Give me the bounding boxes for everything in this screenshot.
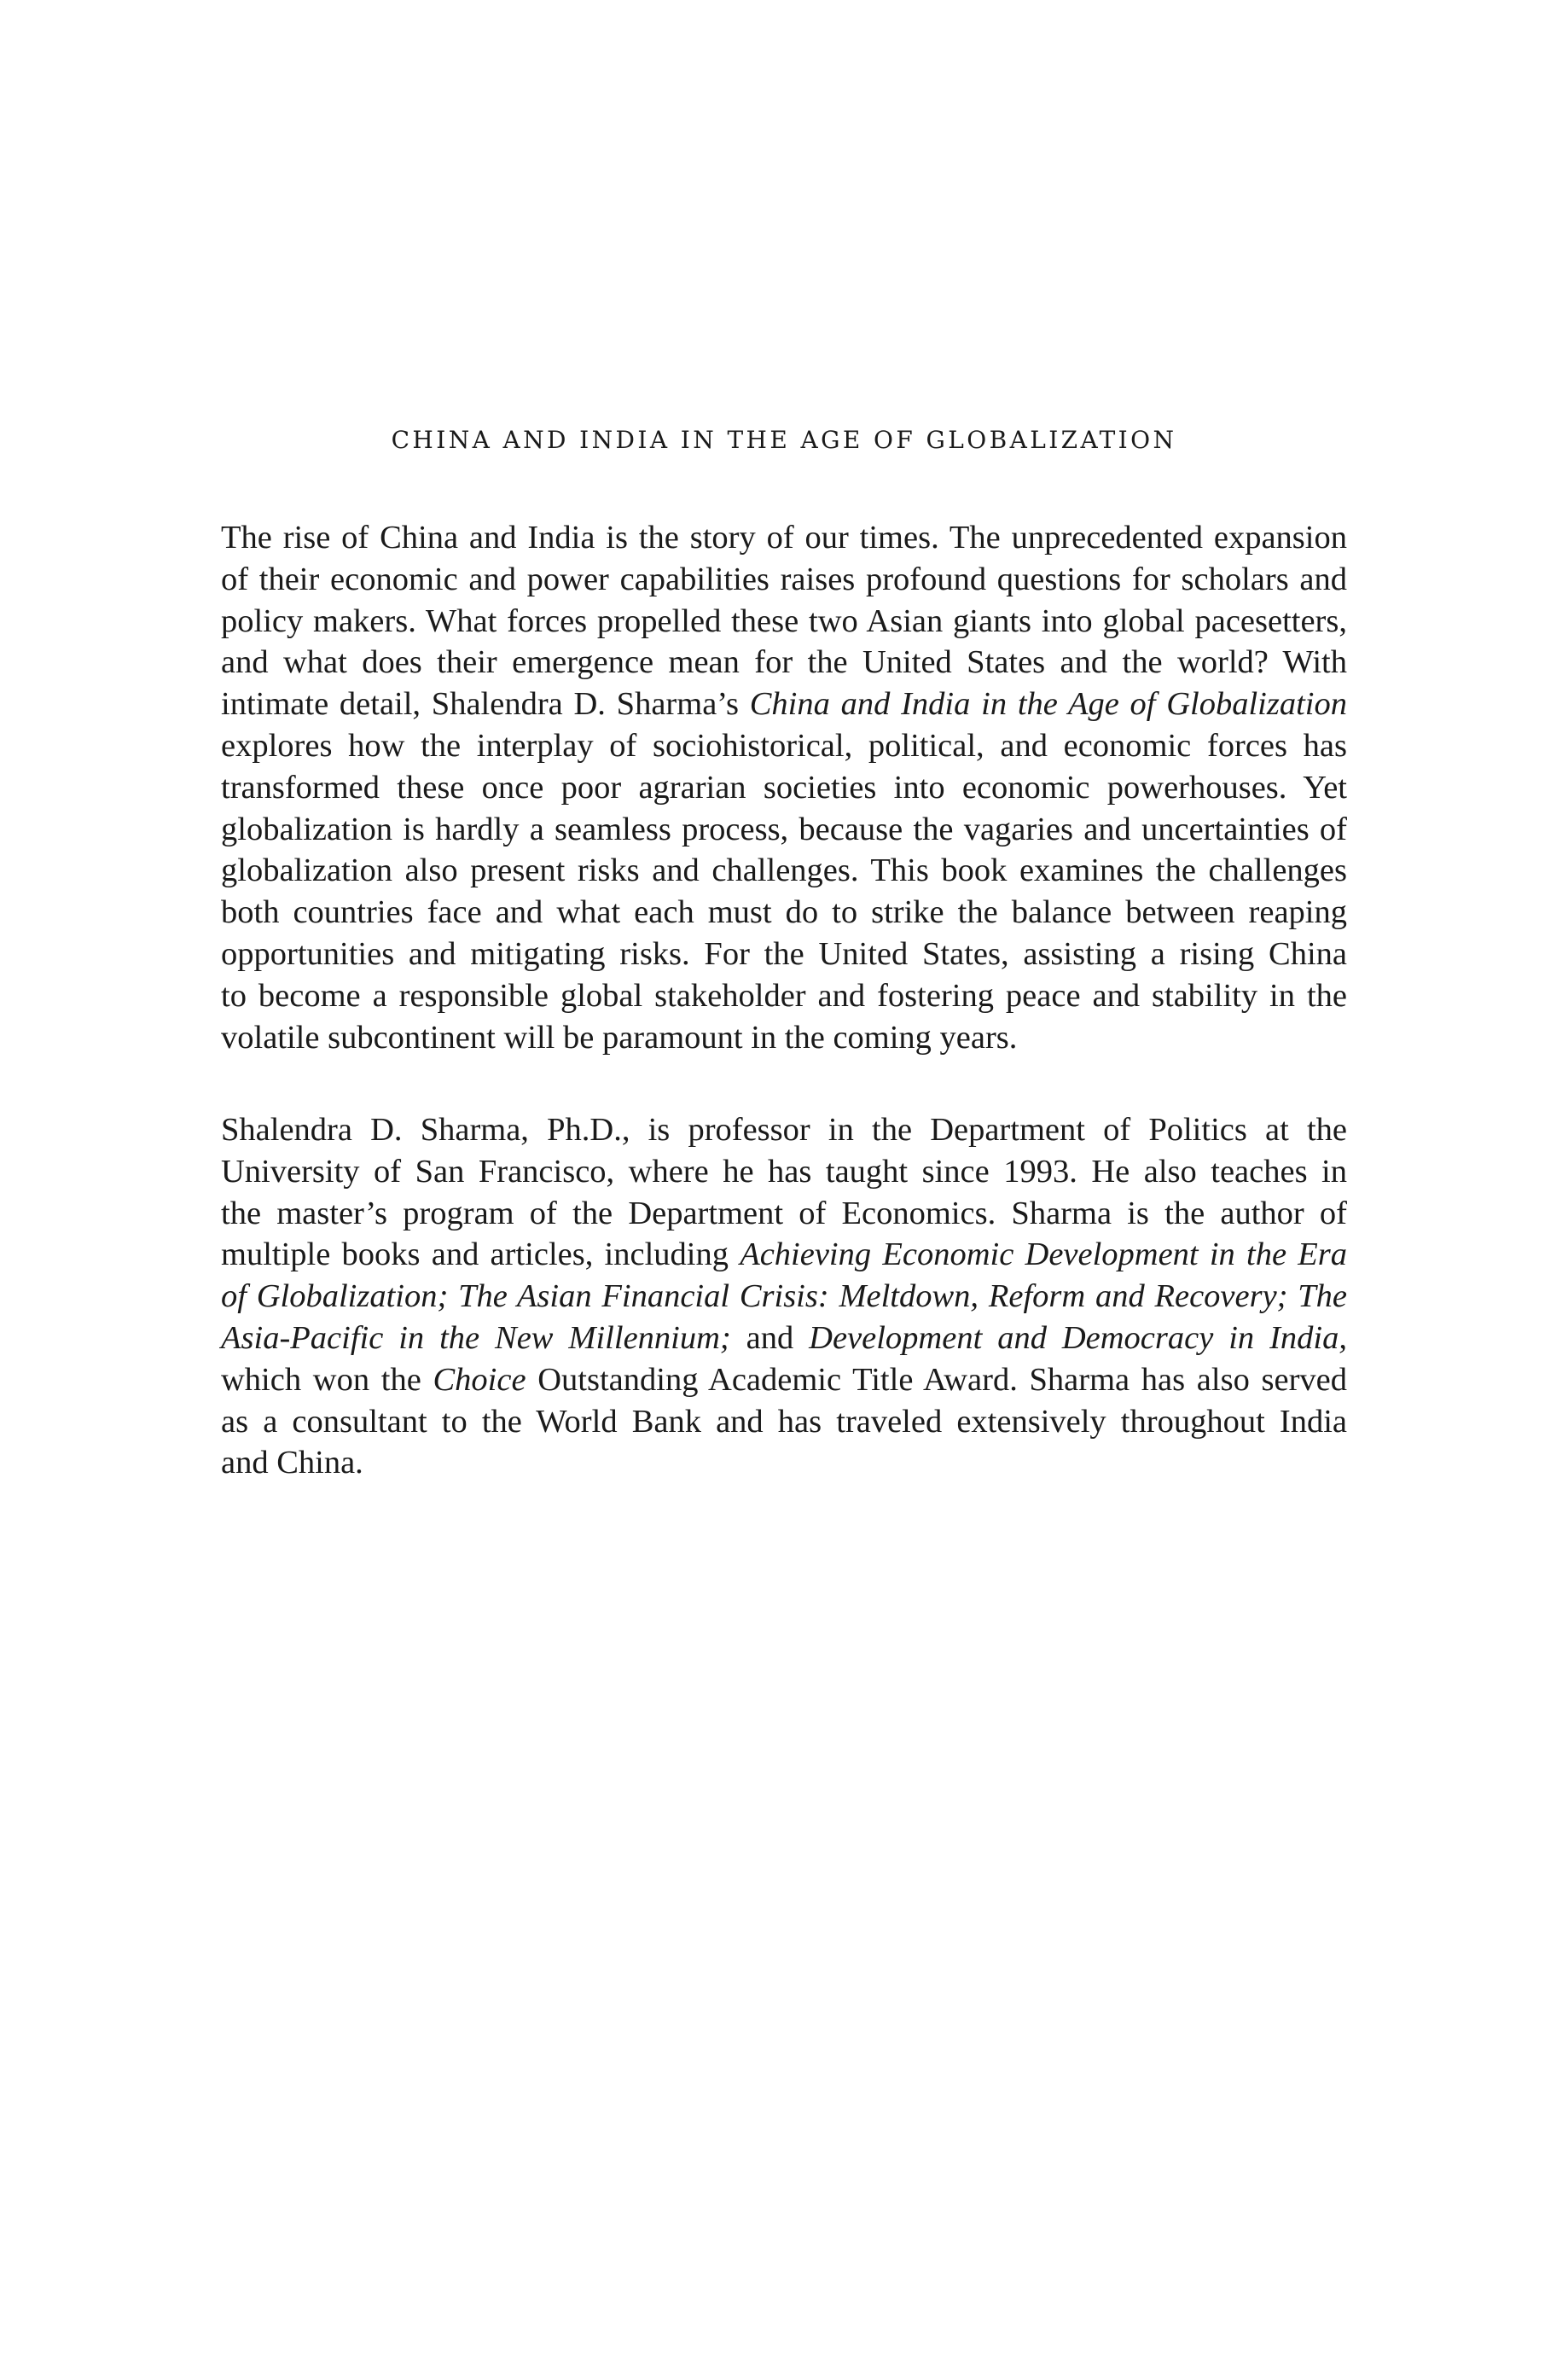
text-line: both countries face and what each must do to strike the balance between reaping (221, 894, 1347, 931)
text-run: multiple books and articles, including (221, 1236, 740, 1273)
text-line: University of San Francisco, where he has taught since 1993. He also teaches in (221, 1153, 1347, 1190)
book-description-paragraph (221, 517, 1347, 1058)
book-title-italic: Development and Democracy in India, (809, 1319, 1347, 1356)
text-line: and China. (221, 1445, 363, 1481)
text-run: which won the (221, 1361, 433, 1398)
text-line: explores how the interplay of sociohistorical, political, and economic forces has (221, 727, 1347, 764)
text-line: globalization also present risks and challenges. This book examines the challenges (221, 852, 1347, 889)
text-line: of their economic and power capabilities raises profound questions for scholars and (221, 561, 1347, 597)
text-line: the master’s program of the Department of Economics. Sharma is the author of (221, 1195, 1347, 1231)
book-title-italic: China and India in the Age of Globalization (749, 686, 1348, 723)
page-heading: CHINA AND INDIA IN THE AGE OF GLOBALIZATION (391, 426, 1177, 454)
text-run: and (730, 1319, 810, 1356)
text-line: to become a responsible global stakeholder and fostering peace and stability in the (221, 977, 1347, 1014)
text-line: policy makers. What forces propelled these two Asian giants into global pacesetters, (221, 602, 1347, 639)
text-line: globalization is hardly a seamless process, because the vagaries and uncertainties of (221, 811, 1347, 847)
text-line: and what does their emergence mean for the United States and the world? With (221, 644, 1347, 681)
book-title-italic: Achieving Economic Development in the Era (740, 1236, 1347, 1273)
text-line (221, 1276, 1347, 1318)
text-line (221, 1318, 1347, 1359)
text-line: Shalendra D. Sharma, Ph.D., is professor in the Department of Politics at the (221, 1112, 1347, 1148)
text-line (221, 684, 1347, 725)
text-line: as a consultant to the World Bank and has traveled extensively throughout India (221, 1403, 1347, 1440)
text-line (221, 1234, 1347, 1276)
text-run: Outstanding Academic Title Award. Sharma has also served (526, 1361, 1347, 1398)
text-run: intimate detail, Shalendra D. Sharma’s (221, 686, 750, 723)
book-title-italic: Asia-Pacific in the New Millennium; (221, 1319, 731, 1356)
author-bio-paragraph (221, 1109, 1347, 1484)
text-line: opportunities and mitigating risks. For the United States, assisting a rising China (221, 935, 1347, 972)
text-line: The rise of China and India is the story of our times. The unprecedented expansion (221, 520, 1347, 556)
text-line: transformed these once poor agrarian societies into economic powerhouses. Yet (221, 769, 1347, 806)
book-title-italic: of Globalization; The Asian Financial Crisis: Meltdown, Reform and Recovery; The (221, 1278, 1347, 1315)
text-line (221, 1359, 1347, 1401)
text-line: volatile subcontinent will be paramount in the coming years. (221, 1019, 1018, 1056)
publication-title-italic: Choice (433, 1361, 526, 1398)
